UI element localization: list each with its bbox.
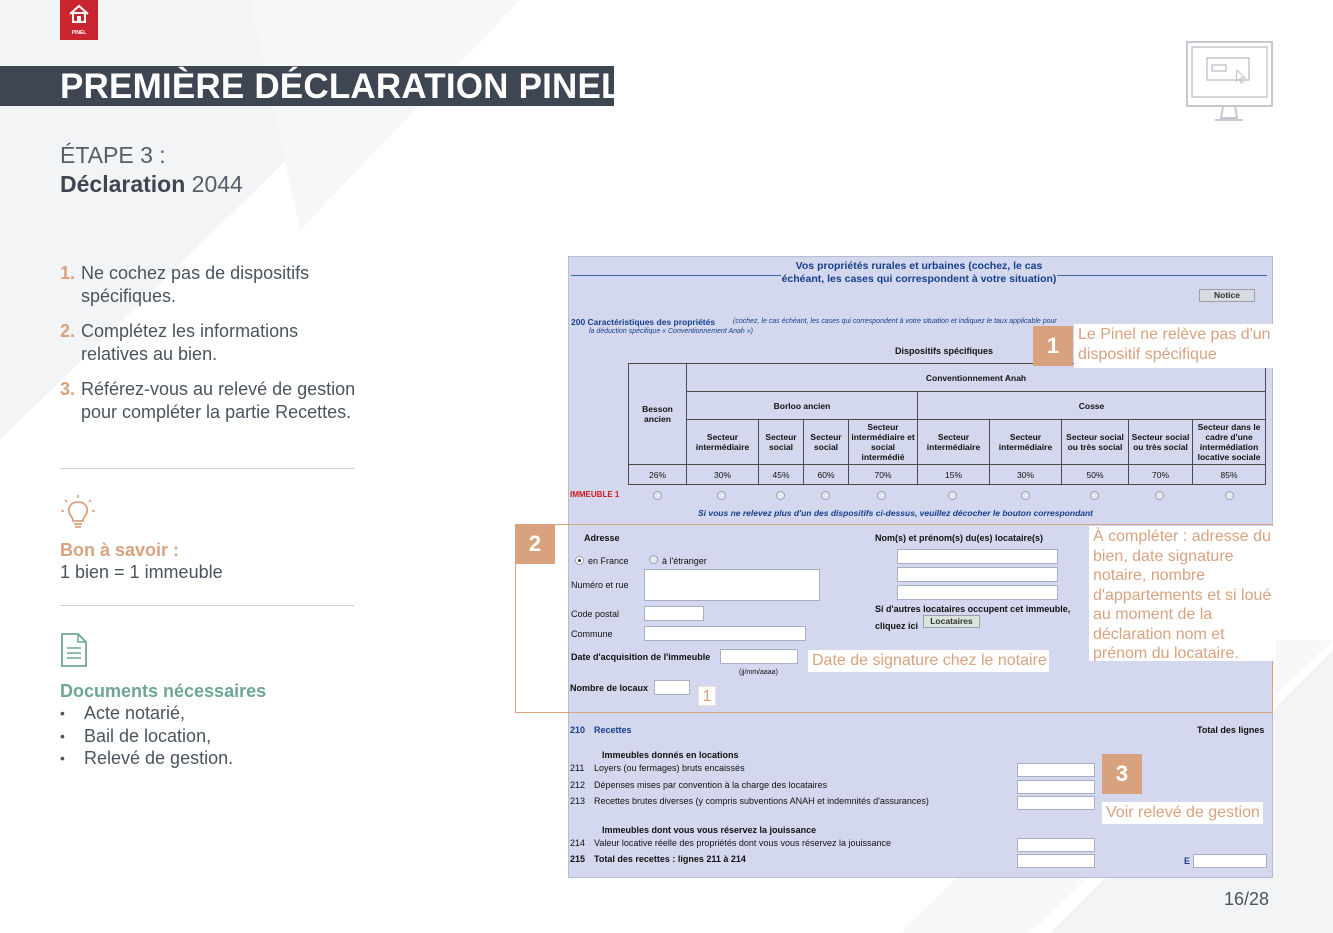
line-215-num: 215 [570, 854, 586, 864]
lightbulb-icon [60, 494, 96, 530]
instruction-list [60, 262, 360, 436]
line-213-text: Recettes brutes diverses (y compris subventions ANAH et indemnités d'assurances) [594, 796, 929, 806]
nombre-locaux-value: 1 [698, 686, 716, 706]
document-item: • Bail de location, [60, 725, 233, 748]
step-number: ÉTAPE 3 : [60, 142, 166, 168]
dispositifs-title: Dispositifs spécifiques [895, 346, 994, 356]
callout-3-text: Voir relevé de gestion [1102, 802, 1263, 824]
logo-text: PINEL [71, 30, 87, 36]
pinel-logo [60, 0, 98, 40]
rate-cell: 45% [759, 465, 804, 485]
recettes-number: 210 [570, 725, 586, 735]
line-212-input[interactable] [1017, 780, 1095, 794]
computer-screen-icon [1185, 40, 1275, 126]
callout-3-number: 3 [1102, 754, 1142, 794]
total-letter: E [1184, 856, 1191, 866]
besson-header: Besson ancien [629, 364, 687, 465]
rate-cell: 30% [990, 465, 1062, 485]
line-215-input[interactable] [1017, 854, 1095, 868]
column-header: Secteur social [759, 420, 804, 465]
callout-1-text: Le Pinel ne relève pas d'un dispositif spécifique [1074, 324, 1276, 368]
title-bar [0, 66, 623, 106]
page-number: 16/28 [1224, 889, 1270, 909]
documents-list [60, 702, 233, 770]
code-postal-label: Code postal [571, 609, 620, 619]
immeubles-jouissance-title: Immeubles dont vous vous réservez la jouissance [602, 825, 817, 835]
column-header: Secteur social [804, 420, 849, 465]
column-header: Secteur social ou très social [1062, 420, 1129, 465]
rate-cell: 50% [1062, 465, 1129, 485]
radio-besson[interactable] [653, 491, 662, 500]
column-header: Secteur social ou très social [1129, 420, 1193, 465]
date-signature-note: Date de signature chez le notaire [808, 650, 1049, 672]
rate-cell: 15% [918, 465, 990, 485]
radio-dispositif[interactable] [1155, 491, 1164, 500]
step-label: Déclaration 2044 [60, 171, 243, 197]
total-input[interactable] [1193, 854, 1267, 868]
date-acquisition-label: Date d'acquisition de l'immeuble [571, 652, 711, 662]
column-header: Secteur dans le cadre d'une intermédiation locative sociale [1193, 420, 1266, 465]
instruction-item: 2. Complétez les informations relatives au bien. [60, 321, 299, 364]
section-200-label: 200 Caractéristiques des propriétés [571, 317, 716, 327]
radio-dispositif[interactable] [1021, 491, 1030, 500]
rate-cell: 85% [1193, 465, 1266, 485]
date-format-hint: (jj/mm/aaaa) [739, 669, 778, 676]
radio-dispositif[interactable] [821, 491, 830, 500]
step-heading [60, 141, 243, 199]
notice-button[interactable]: Notice [1199, 289, 1255, 302]
adresse-label: Adresse [584, 533, 620, 543]
section-200-note2: la déduction spécifique « Conventionnement Anah ») [589, 328, 753, 335]
radio-dispositif[interactable] [717, 491, 726, 500]
dispositifs-table [628, 363, 1266, 485]
line-211-text: Loyers (ou fermages) bruts encaissés [594, 763, 745, 773]
commune-label: Commune [571, 629, 613, 639]
radio-dispositif[interactable] [776, 491, 785, 500]
radio-dispositif[interactable] [877, 491, 886, 500]
tip-text: 1 bien = 1 immeuble [60, 562, 223, 582]
heading-rule [571, 275, 781, 276]
line-214-input[interactable] [1017, 838, 1095, 852]
locataires-button[interactable]: Locataires [923, 615, 980, 628]
column-header: Secteur intermédiaire [918, 420, 990, 465]
line-214-num: 214 [570, 838, 586, 848]
conv-anah-header: Conventionnement Anah [687, 364, 1266, 392]
rate-cell: 70% [849, 465, 918, 485]
nombre-locaux-label: Nombre de locaux [570, 683, 649, 693]
line-213-num: 213 [570, 796, 586, 806]
document-icon [60, 632, 88, 668]
heading-rule [1057, 275, 1267, 276]
immeuble-label: IMMEUBLE 1 [570, 490, 620, 499]
column-header: Secteur intermédiaire [687, 420, 759, 465]
section-200-note: (cochez, le cas échéant, les cases qui correspondent à votre situation et indiquez le taux applicable pour [733, 318, 1057, 325]
line-213-input[interactable] [1017, 796, 1095, 810]
cosse-header: Cosse [918, 392, 1266, 420]
line-214-text: Valeur locative réelle des propriétés dont vous vous réservez la jouissance [594, 838, 891, 848]
page-title: PREMIÈRE DÉCLARATION PINEL [60, 67, 623, 106]
cliquez-ici-text: cliquez ici [875, 621, 919, 631]
locataires-label: Nom(s) et prénom(s) du(es) locataire(s) [875, 533, 1044, 543]
callout-1-number: 1 [1033, 326, 1073, 366]
document-item: • Relevé de gestion. [60, 747, 233, 770]
recettes-title: Recettes [594, 725, 632, 735]
instruction-item: 1. Ne cochez pas de dispositifs spécifiques. [60, 263, 310, 306]
radio-dispositif[interactable] [1225, 491, 1234, 500]
total-lignes-label: Total des lignes [1197, 725, 1265, 735]
line-215-text: Total des recettes : lignes 211 à 214 [594, 854, 746, 864]
etranger-label: à l'étranger [662, 556, 707, 566]
line-211-input[interactable] [1017, 763, 1095, 777]
column-header: Secteur intermédiaire et social intermédié [849, 420, 918, 465]
form-heading: Vos propriétés rurales et urbaines (cochez, le cas échéant, les cases qui correspondent à votre situation) [781, 260, 1057, 285]
line-212-text: Dépenses mises par convention à la charge des locataires [594, 780, 828, 790]
numero-rue-label: Numéro et rue [571, 580, 629, 590]
column-header: Secteur intermédiaire [990, 420, 1062, 465]
documents-title: Documents nécessaires [60, 681, 267, 701]
radio-dispositif[interactable] [1090, 491, 1099, 500]
callout-2-text: À compléter : adresse du bien, date signature notaire, nombre d'appartements et si loué au moment de la déclaration nom et prénom du locataire. [1089, 526, 1276, 661]
document-item: • Acte notarié, [60, 702, 233, 725]
home-icon [68, 4, 90, 24]
immeubles-loues-title: Immeubles donnés en locations [602, 750, 739, 760]
en-france-label: en France [588, 556, 629, 566]
rate-cell: 26% [629, 465, 687, 485]
instruction-item: 3. Référez-vous au relevé de gestion pour compléter la partie Recettes. [60, 379, 356, 422]
autres-locataires-text: Si d'autres locataires occupent cet immeuble, [875, 604, 1071, 614]
borloo-header: Borloo ancien [687, 392, 918, 420]
rate-cell: 60% [804, 465, 849, 485]
divider [60, 468, 354, 469]
callout-2-number: 2 [515, 524, 555, 564]
radio-dispositif[interactable] [948, 491, 957, 500]
tip-title: Bon à savoir : [60, 540, 180, 560]
rate-cell: 70% [1129, 465, 1193, 485]
divider [60, 605, 354, 606]
line-211-num: 211 [570, 763, 585, 773]
uncheck-note: Si vous ne relevez plus d'un des dispositifs ci-dessus, veuillez décocher le bouton correspondant [698, 508, 1094, 518]
rate-cell: 30% [687, 465, 759, 485]
line-212-num: 212 [570, 780, 586, 790]
